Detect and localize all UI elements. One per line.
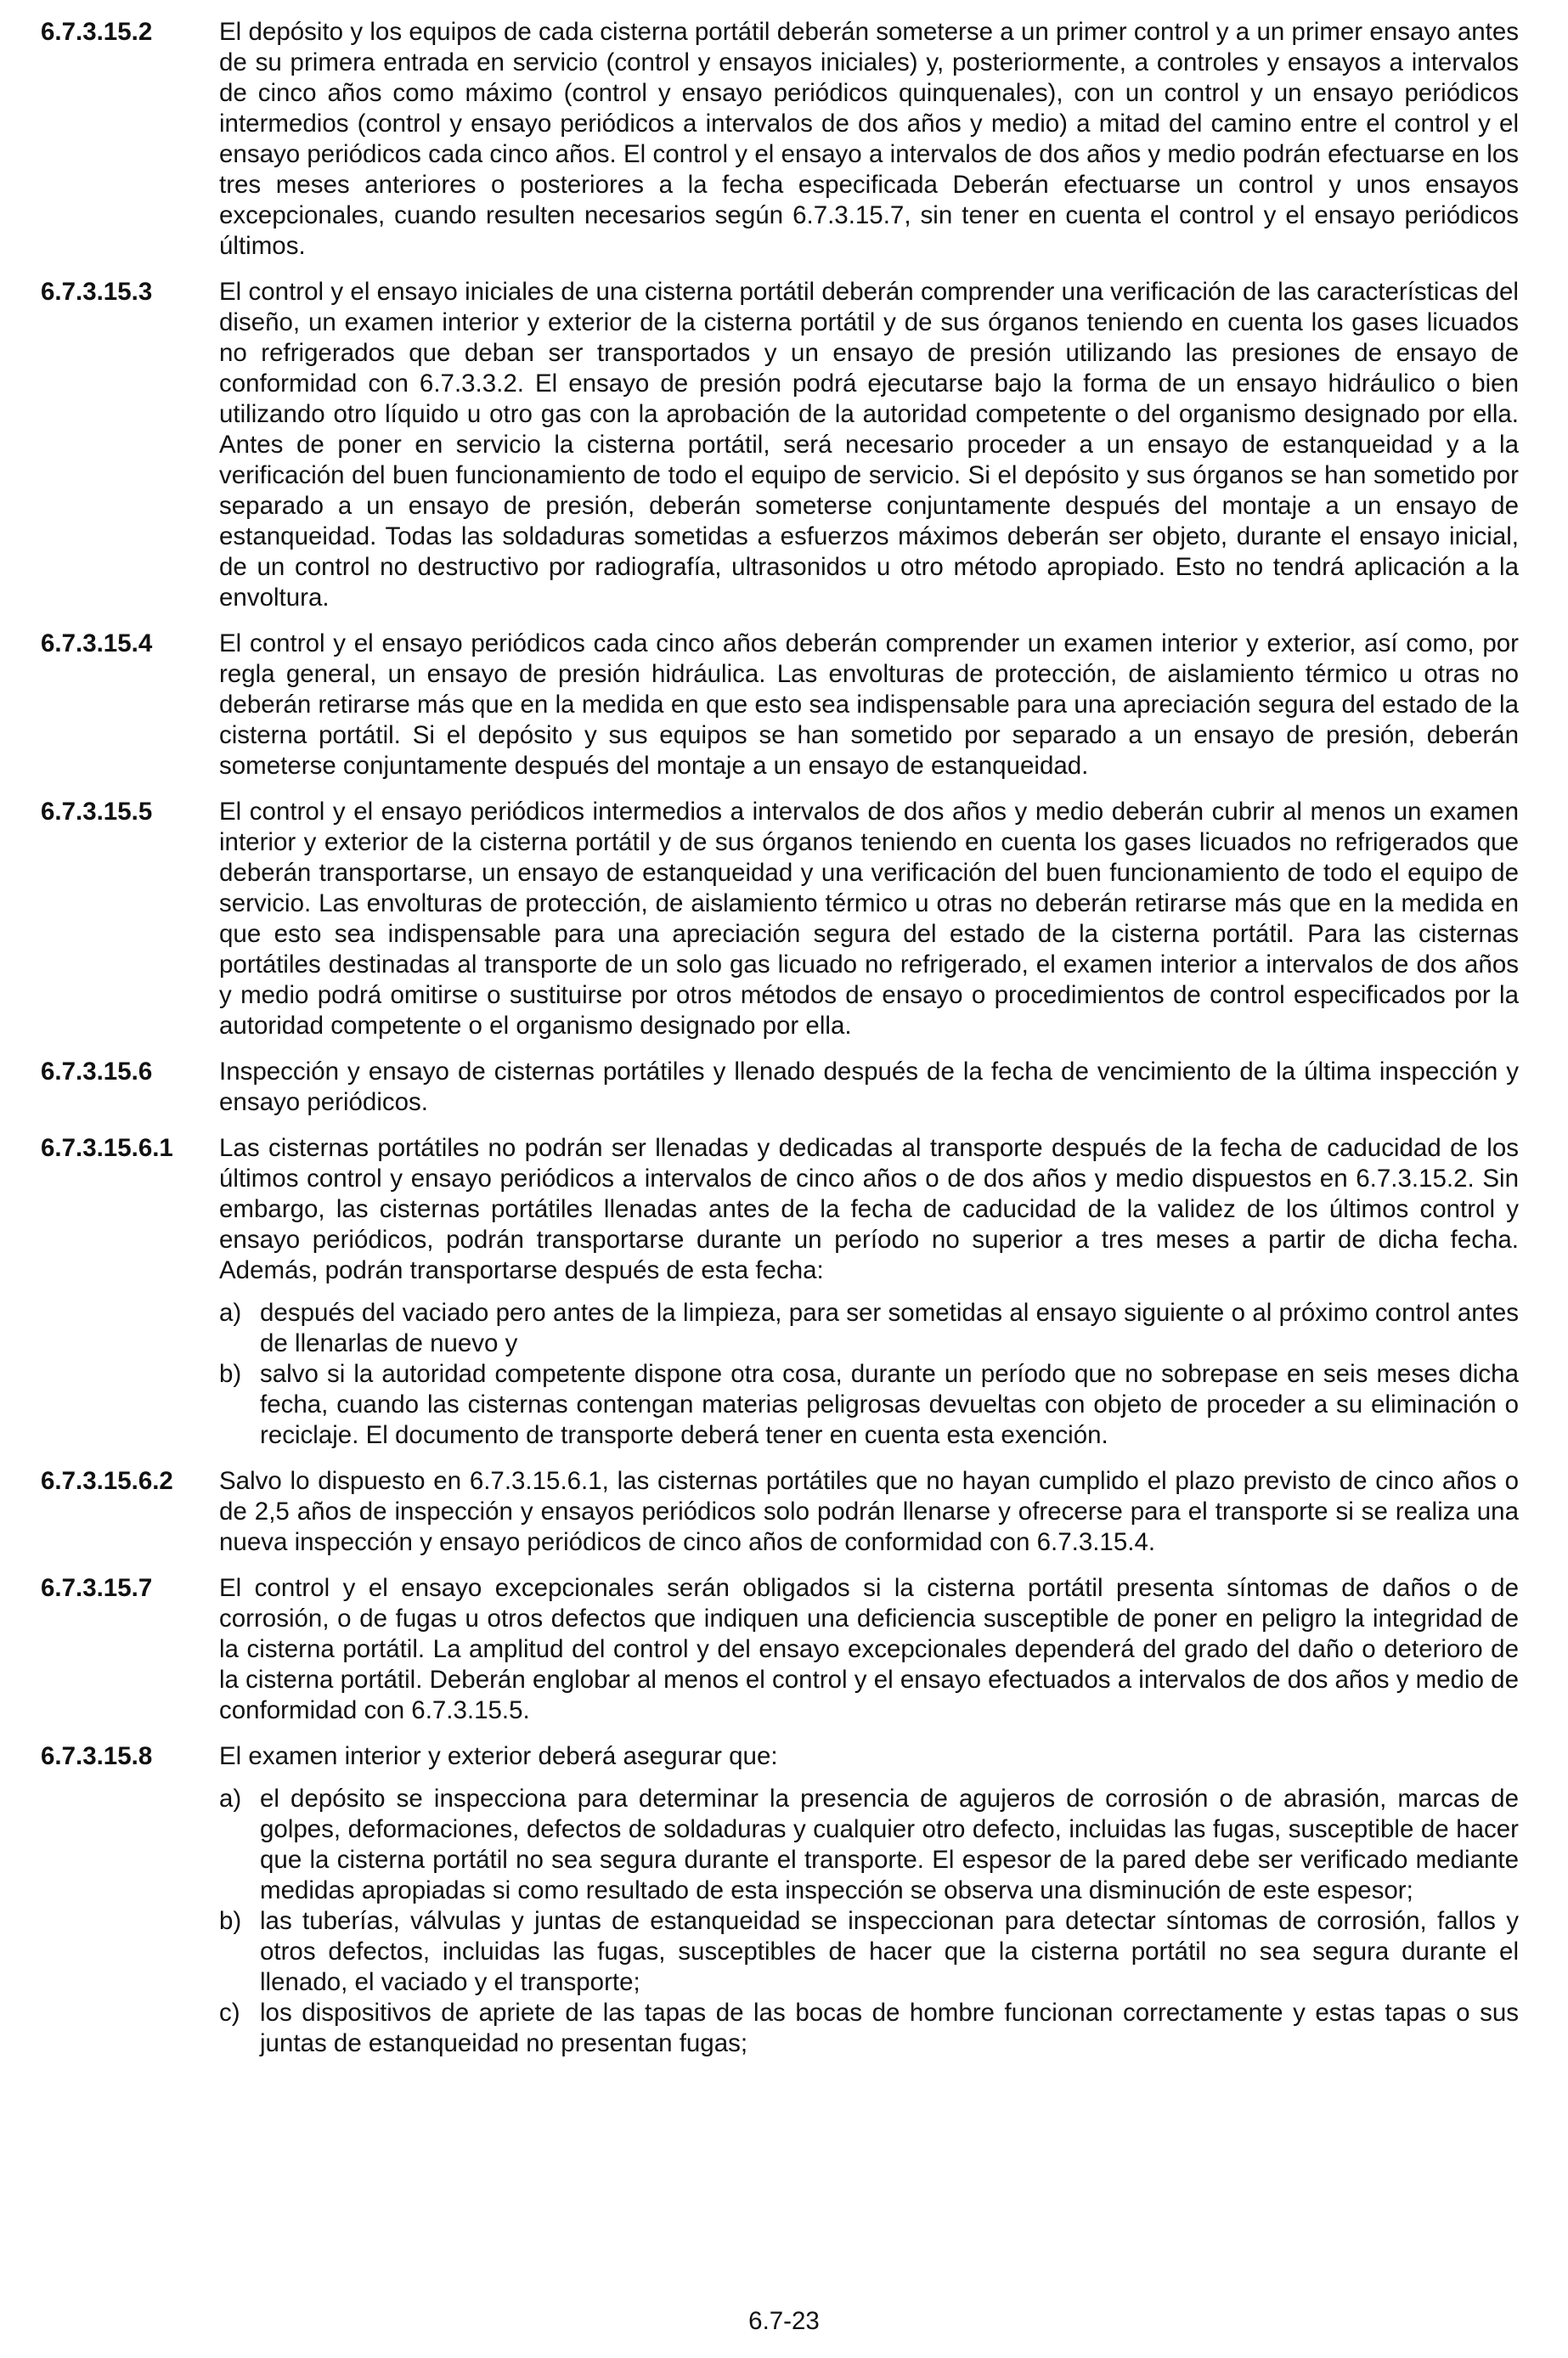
section-6-7-3-15-7 bbox=[41, 1573, 1519, 1726]
section-body bbox=[219, 17, 1519, 262]
item-text: las tuberías, válvulas y juntas de estanqueidad se inspeccionan para detectar síntomas de corrosión, fallos y otros defectos, incluidas las fugas, susceptibles de hacer que la cisterna portátil no sea segura durante el llenado, el vaciado y el transporte; bbox=[260, 1907, 1519, 1996]
section-paragraph: Las cisternas portátiles no podrán ser llenadas y dedicadas al transporte después de la fecha de caducidad de los últimos control y ensayo periódicos a intervalos de cinco años o de dos años y medio dispuestos en 6.7.3.15.2. Sin embargo, las cisternas portátiles llenadas antes de la fecha de caducidad de la validez de los últimos control y ensayo periódicos, podrán transportarse durante un período no superior a tres meses a partir de dicha fecha. Además, podrán transportarse después de esta fecha: bbox=[219, 1134, 1519, 1284]
list-item bbox=[219, 1784, 1519, 1906]
section-number: 6.7.3.15.6 bbox=[41, 1058, 153, 1086]
section-body bbox=[219, 1057, 1519, 1118]
section-6-7-3-15-6-2 bbox=[41, 1466, 1519, 1558]
section-body bbox=[219, 1133, 1519, 1451]
list-item bbox=[219, 1298, 1519, 1359]
section-body bbox=[219, 1573, 1519, 1726]
section-6-7-3-15-4 bbox=[41, 629, 1519, 781]
section-body bbox=[219, 277, 1519, 613]
section-6-7-3-15-2 bbox=[41, 17, 1519, 262]
section-paragraph: El control y el ensayo periódicos cada cinco años deberán comprender un examen interior y exterior, así como, por regla general, un ensayo de presión hidráulica. Las envolturas de protección, de aislamiento térmico u otras no deberán retirarse más que en la medida en que esto sea indispensable para una apreciación segura del estado de la cisterna portátil. Si el depósito y sus equipos se han sometido por separado a un ensayo de presión, deberán someterse conjuntamente después del montaje a un ensayo de estanqueidad. bbox=[219, 629, 1519, 780]
section-body bbox=[219, 629, 1519, 781]
item-letter: b) bbox=[219, 1907, 242, 1935]
section-number: 6.7.3.15.6.1 bbox=[41, 1134, 173, 1162]
section-body bbox=[219, 797, 1519, 1041]
section-paragraph: El examen interior y exterior deberá asegurar que: bbox=[219, 1742, 778, 1770]
section-number: 6.7.3.15.6.2 bbox=[41, 1467, 173, 1495]
section-number: 6.7.3.15.2 bbox=[41, 18, 153, 46]
section-6-7-3-15-8 bbox=[41, 1741, 1519, 2059]
section-paragraph: El depósito y los equipos de cada cisterna portátil deberán someterse a un primer control y a un primer ensayo antes de su primera entrada en servicio (control y ensayos iniciales) y, posteriormente, a controles y ensayos a intervalos de cinco años como máximo (control y ensayo periódicos quinquenales), con un control y un ensayo periódicos intermedios (control y ensayo periódicos a intervalos de dos años y medio) a mitad del camino entre el control y el ensayo periódicos cada cinco años. El control y el ensayo a intervalos de dos años y medio podrán efectuarse en los tres meses anteriores o posteriores a la fecha especificada Deberán efectuarse un control y unos ensayos excepcionales, cuando resulten necesarios según 6.7.3.15.7, sin tener en cuenta el control y el ensayo periódicos últimos. bbox=[219, 18, 1519, 260]
item-text: salvo si la autoridad competente dispone otra cosa, durante un período que no sobrepase en seis meses dicha fecha, cuando las cisternas contengan materias peligrosas devueltas con objeto de proceder a su eliminación o reciclaje. El documento de transporte deberá tener en cuenta esta exención. bbox=[260, 1360, 1519, 1449]
section-paragraph: Salvo lo dispuesto en 6.7.3.15.6.1, las cisternas portátiles que no hayan cumplido el plazo previsto de cinco años o de 2,5 años de inspección y ensayos periódicos solo podrán llenarse y ofrecerse para el transporte si se realiza una nueva inspección y ensayo periódicos de cinco años de conformidad con 6.7.3.15.4. bbox=[219, 1467, 1519, 1556]
section-paragraph: El control y el ensayo excepcionales serán obligados si la cisterna portátil presenta síntomas de daños o de corrosión, o de fugas u otros defectos que indiquen una deficiencia susceptible de poner en peligro la integridad de la cisterna portátil. La amplitud del control y del ensayo excepcionales dependerá del grado del daño o deterioro de la cisterna portátil. Deberán englobar al menos el control y el ensayo efectuados a intervalos de dos años y medio de conformidad con 6.7.3.15.5. bbox=[219, 1574, 1519, 1724]
list-item bbox=[219, 1359, 1519, 1451]
section-number: 6.7.3.15.5 bbox=[41, 798, 153, 826]
section-number: 6.7.3.15.7 bbox=[41, 1574, 153, 1602]
section-6-7-3-15-6 bbox=[41, 1057, 1519, 1118]
item-list bbox=[219, 1784, 1519, 2059]
section-number: 6.7.3.15.3 bbox=[41, 278, 153, 306]
item-letter: a) bbox=[219, 1785, 242, 1813]
item-text: el depósito se inspecciona para determinar la presencia de agujeros de corrosión o de abrasión, marcas de golpes, deformaciones, defectos de soldaduras y cualquier otro defecto, incluidas las fugas, susceptible de hacer que la cisterna portátil no sea segura durante el transporte. El espesor de la pared debe ser verificado mediante medidas apropiadas si como resultado de esta inspección se observa una disminución de este espesor; bbox=[260, 1785, 1519, 1904]
section-paragraph: El control y el ensayo iniciales de una cisterna portátil deberán comprender una verificación de las características del diseño, un examen interior y exterior de la cisterna portátil y de sus órganos teniendo en cuenta los gases licuados no refrigerados que deban ser transportados y un ensayo de presión utilizando las presiones de ensayo de conformidad con 6.7.3.3.2. El ensayo de presión podrá ejecutarse bajo la forma de un ensayo hidráulico o bien utilizando otro líquido u otro gas con la aprobación de la autoridad competente o del organismo designado por ella. Antes de poner en servicio la cisterna portátil, será necesario proceder a un ensayo de estanqueidad y a la verificación del buen funcionamiento de todo el equipo de servicio. Si el depósito y sus órganos se han sometido por separado a un ensayo de presión, deberán someterse conjuntamente después del montaje a un ensayo de estanqueidad. Todas las soldaduras sometidas a esfuerzos máximos deberán ser objeto, durante el ensayo inicial, de un control no destructivo por radiografía, ultrasonidos u otro método apropiado. Esto no tendrá aplicación a la envoltura. bbox=[219, 278, 1519, 612]
page-number: 6.7-23 bbox=[748, 2307, 820, 2335]
section-number: 6.7.3.15.4 bbox=[41, 629, 153, 657]
section-paragraph: Inspección y ensayo de cisternas portátiles y llenado después de la fecha de vencimiento de la última inspección y ensayo periódicos. bbox=[219, 1058, 1519, 1116]
item-letter: a) bbox=[219, 1299, 242, 1327]
section-paragraph: El control y el ensayo periódicos intermedios a intervalos de dos años y medio deberán cubrir al menos un examen interior y exterior de la cisterna portátil y de sus órganos teniendo en cuenta los gases licuados no refrigerados que deberán transportarse, un ensayo de estanqueidad y una verificación del buen funcionamiento de todo el equipo de servicio. Las envolturas de protección, de aislamiento térmico u otras no deberán retirarse más que en la medida en que esto sea indispensable para una apreciación segura del estado de la cisterna portátil. Para las cisternas portátiles destinadas al transporte de un solo gas licuado no refrigerado, el examen interior a intervalos de dos años y medio podrá omitirse o sustituirse por otros métodos de ensayo o procedimientos de control especificados por la autoridad competente o el organismo designado por ella. bbox=[219, 798, 1519, 1040]
section-body bbox=[219, 1466, 1519, 1558]
item-list bbox=[219, 1298, 1519, 1451]
list-item bbox=[219, 1998, 1519, 2059]
section-6-7-3-15-5 bbox=[41, 797, 1519, 1041]
item-letter: c) bbox=[219, 1999, 240, 2027]
section-6-7-3-15-6-1 bbox=[41, 1133, 1519, 1451]
item-text: después del vaciado pero antes de la limpieza, para ser sometidas al ensayo siguiente o al próximo control antes de llenarlas de nuevo y bbox=[260, 1299, 1519, 1357]
section-number: 6.7.3.15.8 bbox=[41, 1742, 153, 1770]
list-item bbox=[219, 1906, 1519, 1998]
item-text: los dispositivos de apriete de las tapas de las bocas de hombre funcionan correctamente y estas tapas o sus juntas de estanqueidad no presentan fugas; bbox=[260, 1999, 1519, 2057]
item-letter: b) bbox=[219, 1360, 242, 1388]
section-body bbox=[219, 1741, 1519, 2059]
section-6-7-3-15-3 bbox=[41, 277, 1519, 613]
